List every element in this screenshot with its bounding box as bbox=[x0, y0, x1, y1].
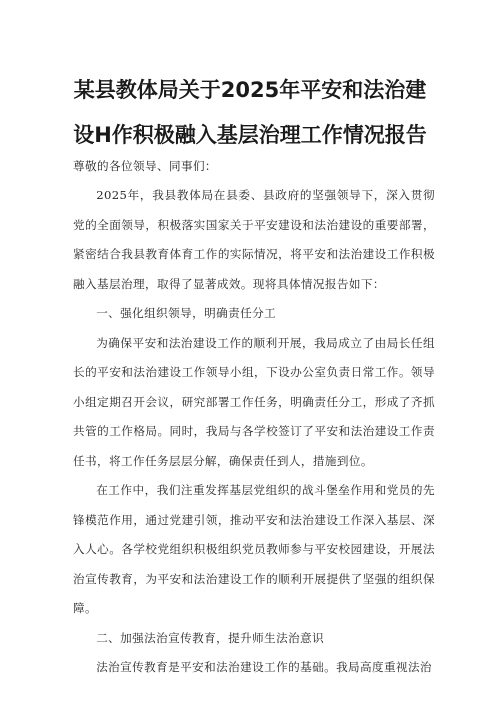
paragraph-organization: 为确保平安和法治建设工作的顺利开展，我局成立了由局长任组长的平安和法治建设工作领导小组，下设办公室负责日常工作。领导小组定期召开会议，研究部署工作任务，明确责任分工，形成了齐抓共管的工作格局。同时，我局与各学校签订了平安和法治建设工作责任书，将工作任务层层分解，确保责任到人，措施到位。 bbox=[73, 335, 435, 468]
document-body bbox=[73, 181, 435, 683]
salutation: 尊敬的各位领导、同事们： bbox=[73, 159, 217, 173]
paragraph-intro: 2025年，我县教体局在县委、县政府的坚强领导下，深入贯彻党的全面领导，积极落实国家关于平安建设和法治建设的重要部署，紧密结合我县教育体育工作的实际情况，将平安和法治建设工作积极融入基层治理，取得了显著成效。现将具体情况报告如下： bbox=[73, 188, 435, 291]
document-title-line-2: 设H作积极融入基层治理工作情况报告 bbox=[73, 123, 427, 147]
document-title-line-1: 某县教体局关于2025年平安和法治建 bbox=[73, 78, 427, 102]
paragraph-law-education: 法治宣传教育是平安和法治建设工作的基础。我局高度重视法治 bbox=[96, 660, 433, 674]
section-heading-1: 一、强化组织领导，明确责任分工 bbox=[96, 306, 277, 320]
section-heading-2: 二、加强法治宣传教育，提升师生法治意识 bbox=[96, 630, 325, 645]
paragraph-party-building: 在工作中，我们注重发挥基层党组织的战斗堡垒作用和党员的先锋模范作用，通过党建引领，推动平安和法治建设工作深入基层、深入人心。各学校党组织积极组织党员教师参与平安校园建设，开展法治宣传教育，为平安和法治建设工作的顺利开展提供了坚强的组织保障。 bbox=[73, 483, 435, 615]
